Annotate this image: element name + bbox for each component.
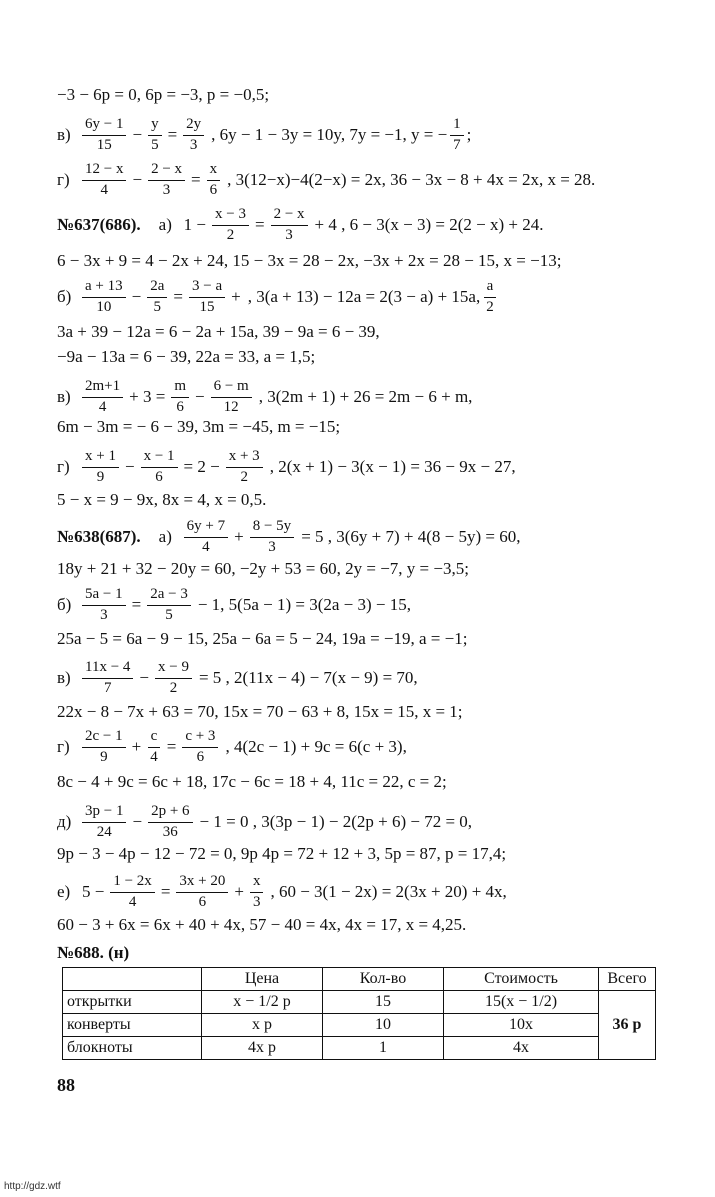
- solution-line: [57, 727, 695, 765]
- equation-text: 5 − x = 9 − 9x, 8x = 4, x = 0,5.: [57, 490, 267, 509]
- item-label: г): [57, 457, 70, 476]
- fraction: [155, 660, 192, 697]
- page-number: 88: [57, 1075, 75, 1095]
- fraction-denominator: 9: [96, 468, 105, 485]
- table-cell: 4x: [444, 1037, 599, 1060]
- item-label: б): [57, 595, 72, 614]
- fraction-denominator: 5: [153, 298, 162, 315]
- task-688-title: №688. (н): [57, 943, 130, 962]
- fraction: [250, 519, 294, 556]
- fraction: [183, 117, 204, 154]
- fraction-numerator: x + 3: [226, 449, 263, 468]
- solution-line: [57, 554, 695, 584]
- equation-text: , 6y − 1 − 3y = 10y, 7y = −1, y = −: [211, 125, 448, 144]
- fraction: [171, 379, 189, 416]
- fraction: [82, 162, 126, 199]
- table-cell: блокноты: [63, 1037, 202, 1060]
- equation-text: 22x − 8 − 7x + 63 = 70, 15x = 70 − 63 + 8, 15x = 15, x = 1;: [57, 702, 463, 721]
- fraction: [148, 117, 162, 154]
- fraction: [141, 449, 178, 486]
- operator: −: [131, 287, 142, 306]
- solution-line: [57, 767, 695, 797]
- equation-text: −9a − 13a = 6 − 39, 22a = 33, a = 1,5;: [57, 347, 316, 366]
- fraction-numerator: c + 3: [182, 729, 218, 748]
- fraction-numerator: x − 9: [155, 660, 192, 679]
- equation-text: ;: [466, 125, 472, 144]
- equation-text: 25a − 5 = 6a − 9 − 15, 25a − 6a = 5 − 24, 19a = −19, a = −1;: [57, 629, 468, 648]
- fraction-denominator: 3: [162, 181, 171, 198]
- solution-line: [57, 412, 695, 442]
- table-cell: конверты: [63, 1014, 202, 1037]
- fraction-denominator: 6: [209, 181, 218, 198]
- operator: =: [173, 287, 183, 306]
- fraction-numerator: 6y − 1: [82, 117, 126, 136]
- fraction: [189, 279, 225, 316]
- fraction-denominator: 4: [202, 538, 210, 555]
- fraction-numerator: 2a: [147, 279, 167, 298]
- fraction-denominator: 24: [96, 823, 112, 840]
- equation-text: −3 − 6p = 0, 6p = −3, p = −0,5;: [57, 85, 270, 104]
- solution-line: [57, 624, 695, 654]
- equation-text: , 60 − 3(1 − 2x) = 2(3x + 20) + 4x,: [270, 882, 507, 901]
- operator: −: [139, 668, 149, 687]
- solution-line: [57, 485, 695, 515]
- solution-line: [57, 585, 695, 623]
- operator: −: [132, 125, 143, 144]
- fraction-numerator: 6y + 7: [184, 519, 228, 538]
- fraction-denominator: 3: [100, 606, 108, 623]
- operator: +: [131, 737, 142, 756]
- fraction: [82, 729, 126, 766]
- item-label: е): [57, 882, 71, 901]
- operator: +: [231, 287, 241, 306]
- fraction-denominator: 4: [98, 398, 107, 415]
- fraction-numerator: x − 3: [212, 207, 249, 226]
- equation-text: 5 −: [82, 882, 105, 901]
- equation-text: 6 − 3x + 9 = 4 − 2x + 24, 15 − 3x = 28 − 2x, −3x + 2x = 28 − 15, x = −13;: [57, 251, 562, 270]
- fraction-numerator: 3x + 20: [176, 874, 228, 893]
- fraction-denominator: 3: [268, 538, 276, 555]
- fraction: [184, 519, 228, 556]
- fraction: [147, 729, 161, 766]
- fraction: [176, 874, 228, 911]
- operator: + 3 =: [129, 387, 166, 406]
- fraction-numerator: 11x − 4: [82, 660, 133, 679]
- operator: −: [195, 387, 205, 406]
- fraction-denominator: 2: [226, 226, 235, 243]
- fraction-numerator: 5a − 1: [82, 587, 126, 606]
- fraction-numerator: x − 1: [141, 449, 178, 468]
- fraction: [211, 379, 252, 416]
- fraction: [147, 279, 167, 316]
- operator: =: [131, 595, 142, 614]
- fraction: [182, 729, 218, 766]
- fraction-numerator: 3 − a: [189, 279, 225, 298]
- fraction: [82, 587, 126, 624]
- fraction-denominator: 4: [150, 748, 158, 765]
- table-header-cell: Цена: [202, 968, 323, 991]
- equation-text: , 3(12−x)−4(2−x) = 2x, 36 − 3x − 8 + 4x = 2x, x = 28.: [227, 170, 596, 189]
- operator: −: [132, 812, 143, 831]
- equation-text: , 3(2m + 1) + 26 = 2m − 6 + m,: [258, 387, 473, 406]
- fraction-numerator: x: [250, 874, 264, 893]
- table-cell: открытки: [63, 991, 202, 1014]
- fraction-numerator: 2 − x: [271, 207, 308, 226]
- fraction-numerator: c: [148, 729, 161, 748]
- operator: =: [254, 215, 265, 234]
- operator: +: [234, 882, 244, 901]
- item-label: в): [57, 125, 71, 144]
- equation-text: = 5 , 2(11x − 4) − 7(x − 9) = 70,: [198, 668, 418, 687]
- table-cell: x − 1/2 р: [202, 991, 323, 1014]
- solution-line: [57, 160, 695, 198]
- solution-line: [57, 205, 695, 243]
- solution-line: [57, 872, 695, 910]
- table-cell: 15(x − 1/2): [444, 991, 599, 1014]
- fraction-numerator: a: [484, 279, 497, 298]
- table-cell: x р: [202, 1014, 323, 1037]
- solution-line: [57, 342, 695, 372]
- operator: −: [132, 170, 143, 189]
- fraction-denominator: 2: [240, 468, 248, 485]
- solution-line: [57, 839, 695, 869]
- table-cell: 1: [323, 1037, 444, 1060]
- equation-text: 8c − 4 + 9c = 6c + 18, 17c − 6c = 18 + 4, 11c = 22, c = 2;: [57, 772, 447, 791]
- fraction-numerator: 2p + 6: [148, 804, 192, 823]
- fraction-denominator: 4: [128, 893, 137, 910]
- table-header-cell: [63, 968, 202, 991]
- table-cell: 10: [323, 1014, 444, 1037]
- fraction-denominator: 5: [151, 136, 159, 153]
- task-688-heading: [57, 938, 695, 968]
- equation-text: 6m − 3m = − 6 − 39, 3m = −45, m = −15;: [57, 417, 341, 436]
- solution-line: [57, 246, 695, 276]
- fraction-denominator: 2: [169, 679, 178, 696]
- fraction-numerator: 8 − 5y: [250, 519, 294, 538]
- item-label: д): [57, 812, 72, 831]
- table-row: [63, 1014, 656, 1037]
- fraction: [147, 587, 191, 624]
- table-row: [63, 1037, 656, 1060]
- watermark-url: http://gdz.wtf: [4, 1181, 61, 1192]
- solution-line: [57, 802, 695, 840]
- fraction: [483, 279, 497, 316]
- fraction: [148, 804, 192, 841]
- equation-text: 3a + 39 − 12a = 6 − 2a + 15a, 39 − 9a = 6 − 39,: [57, 322, 380, 341]
- equation-text: − 1, 5(5a − 1) = 3(2a − 3) − 15,: [197, 595, 412, 614]
- fraction: [226, 449, 263, 486]
- item-label: а): [158, 215, 172, 234]
- equation-text: 60 − 3 + 6x = 6x + 40 + 4x, 57 − 40 = 4x, 4x = 17, x = 4,25.: [57, 915, 467, 934]
- fraction-numerator: 12 − x: [82, 162, 126, 181]
- fraction: [82, 279, 126, 316]
- fraction-numerator: 1: [450, 117, 464, 136]
- item-label: б): [57, 287, 72, 306]
- operator: −: [124, 457, 135, 476]
- fraction-denominator: 2: [486, 298, 494, 315]
- fraction-denominator: 6: [196, 748, 205, 765]
- fraction-numerator: 1 − 2x: [110, 874, 154, 893]
- fraction-denominator: 10: [96, 298, 112, 315]
- fraction-numerator: 2a − 3: [147, 587, 191, 606]
- item-label: г): [57, 737, 70, 756]
- operator: +: [234, 527, 244, 546]
- fraction-denominator: 9: [100, 748, 108, 765]
- fraction-numerator: a + 13: [82, 279, 126, 298]
- equation-text: = 5 , 3(6y + 7) + 4(8 − 5y) = 60,: [301, 527, 521, 546]
- table-total-cell: 36 р: [599, 991, 656, 1060]
- fraction-denominator: 15: [96, 136, 112, 153]
- fraction-denominator: 3: [252, 893, 261, 910]
- fraction: [82, 379, 123, 416]
- solution-line: [57, 277, 695, 315]
- fraction-numerator: y: [148, 117, 162, 136]
- table-cell: 15: [323, 991, 444, 1014]
- equation-text: , 2(x + 1) − 3(x − 1) = 36 − 9x − 27,: [269, 457, 516, 476]
- fraction-numerator: x: [207, 162, 221, 181]
- fraction-denominator: 15: [199, 298, 215, 315]
- operator: = 2 −: [183, 457, 220, 476]
- fraction-numerator: 6 − m: [211, 379, 252, 398]
- item-label: г): [57, 170, 70, 189]
- operator: =: [160, 882, 171, 901]
- equation-text: 9p − 3 − 4p − 12 − 72 = 0, 9p 4p = 72 + 12 + 3, 5p = 87, p = 17,4;: [57, 844, 507, 863]
- equation-text: , 4(2c − 1) + 9c = 6(c + 3),: [225, 737, 407, 756]
- fraction: [82, 804, 126, 841]
- equation-text: 1 −: [183, 215, 206, 234]
- solution-line: [57, 517, 695, 555]
- operator: =: [166, 737, 177, 756]
- equation-text: + 4 , 6 − 3(x − 3) = 2(2 − x) + 24.: [314, 215, 544, 234]
- fraction-denominator: 3: [189, 136, 198, 153]
- operator: =: [167, 125, 178, 144]
- fraction-denominator: 36: [162, 823, 178, 840]
- fraction-numerator: 2 − x: [148, 162, 185, 181]
- solution-line: [57, 910, 695, 940]
- table-header-cell: Всего: [599, 968, 656, 991]
- solution-line: [57, 697, 695, 727]
- fraction-numerator: 2c − 1: [82, 729, 126, 748]
- fraction-denominator: 7: [103, 679, 112, 696]
- fraction-numerator: 2m+1: [82, 379, 123, 398]
- equation-text: , 3(a + 13) − 12a = 2(3 − a) + 15a,: [247, 287, 481, 306]
- fraction: [250, 874, 264, 911]
- table-row: [63, 991, 656, 1014]
- table-cell: 10x: [444, 1014, 599, 1037]
- fraction: [82, 449, 119, 486]
- fraction: [110, 874, 154, 911]
- fraction: [82, 660, 133, 697]
- task-number: №637(686).: [57, 215, 141, 234]
- table-cell: 4x р: [202, 1037, 323, 1060]
- fraction-denominator: 6: [155, 468, 163, 485]
- item-label: а): [158, 527, 172, 546]
- fraction-denominator: 5: [165, 606, 173, 623]
- fraction-denominator: 4: [100, 181, 108, 198]
- solution-line: [57, 80, 695, 110]
- fraction-denominator: 12: [223, 398, 239, 415]
- item-label: в): [57, 668, 71, 687]
- item-label: в): [57, 387, 71, 406]
- fraction-numerator: 2y: [183, 117, 204, 136]
- fraction: [450, 117, 464, 154]
- table-header-row: [63, 968, 656, 991]
- fraction: [148, 162, 185, 199]
- fraction: [271, 207, 308, 244]
- fraction-denominator: 3: [285, 226, 293, 243]
- operator: =: [191, 170, 201, 189]
- solution-line: [57, 658, 695, 696]
- fraction-numerator: 3p − 1: [82, 804, 126, 823]
- fraction: [212, 207, 249, 244]
- table-header-cell: Стоимость: [444, 968, 599, 991]
- fraction-numerator: m: [171, 379, 189, 398]
- fraction: [82, 117, 126, 154]
- goods-table: [62, 967, 656, 1060]
- task-number: №638(687).: [57, 527, 141, 546]
- fraction: [207, 162, 221, 199]
- fraction-denominator: 6: [198, 893, 207, 910]
- fraction-numerator: x + 1: [82, 449, 119, 468]
- fraction-denominator: 7: [453, 136, 461, 153]
- solution-line: [57, 115, 695, 153]
- solution-line: [57, 447, 695, 485]
- table-header-cell: Кол-во: [323, 968, 444, 991]
- equation-text: − 1 = 0 , 3(3p − 1) − 2(2p + 6) − 72 = 0,: [199, 812, 473, 831]
- equation-text: 18y + 21 + 32 − 20y = 60, −2y + 53 = 60, 2y = −7, y = −3,5;: [57, 559, 469, 578]
- fraction-denominator: 6: [176, 398, 184, 415]
- solution-line: [57, 377, 695, 415]
